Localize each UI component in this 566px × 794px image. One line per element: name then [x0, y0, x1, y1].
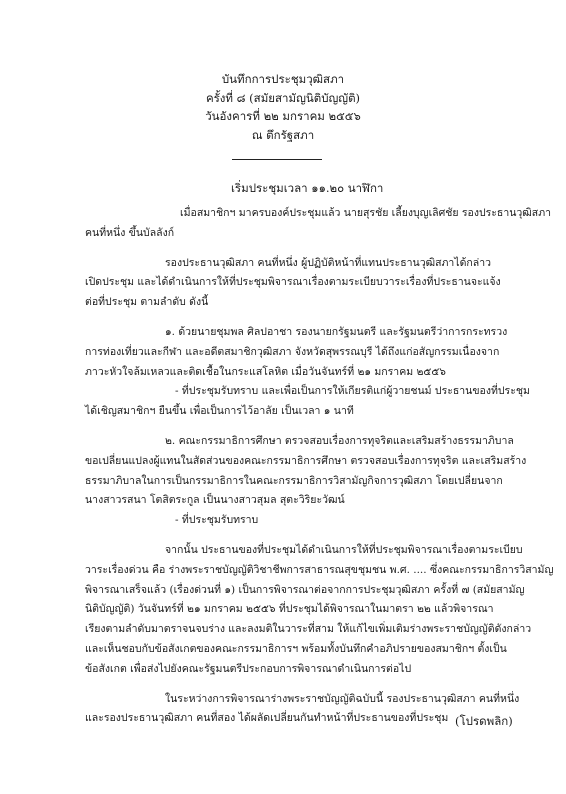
text-line: ขอเปลี่ยนแปลงผู้แทนในสัดส่วนของคณะกรรมาธิการศึกษา ตรวจสอบเรื่องการทุจริต และเสริมสร้าง — [85, 454, 527, 467]
paragraph-item-2-result — [85, 511, 485, 531]
text-line: ภาวะหัวใจล้มเหลวและติดเชื้อในกระแสโลหิต เมื่อวันจันทร์ที่ ๒๑ มกราคม ๒๕๕๖ — [85, 365, 446, 378]
text-line: นางสาวรสนา โตสิตระกูล เป็นนางสาวสุมล สุตะวิริยะวัฒน์ — [85, 494, 345, 507]
text-line: ๑. ด้วยนายชุมพล ศิลปอาชา รองนายกรัฐมนตรี และรัฐมนตรีว่าการกระทรวง — [165, 325, 508, 338]
meeting-date: วันอังคารที่ ๒๒ มกราคม ๒๕๕๖ — [205, 109, 361, 123]
text-line: การท่องเที่ยวและกีฬา และอดีตสมาชิกวุฒิสภา จังหวัดสุพรรณบุรี ได้ถึงแก่อสัญกรรมเนื่องจาก — [85, 345, 500, 358]
text-line: คนที่หนึ่ง ขึ้นบัลลังก์ — [85, 226, 175, 239]
paragraph-item-2 — [85, 432, 527, 511]
text-line: วาระเรื่องด่วน คือ ร่างพระราชบัญญัติวิชาชีพการสาธารณสุขชุมชน พ.ศ. .... ซึ่งคณะกรรมาธิการวิสามัญ — [85, 563, 554, 576]
text-line: ๒. คณะกรรมาธิการศึกษา ตรวจสอบเรื่องการทุจริตและเสริมสร้างธรรมาภิบาล — [165, 434, 514, 447]
document-header — [0, 70, 566, 144]
text-line: เมื่อสมาชิกฯ มาครบองค์ประชุมแล้ว นายสุรชัย เลี้ยงบุญเลิศชัย รองประธานวุฒิสภา — [180, 207, 552, 219]
text-line: จากนั้น ประธานของที่ประชุมได้ดำเนินการให้ที่ประชุมพิจารณาเรื่องตามระเบียบ — [165, 543, 523, 556]
text-line: พิจารณาเสร็จแล้ว (เรื่องด่วนที่ ๑) เป็นการพิจารณาต่อจากการประชุมวุฒิสภา ครั้งที่ ๗ (สมัยสามัญ — [85, 583, 525, 596]
document-title: บันทึกการประชุมวุฒิสภา — [221, 72, 345, 86]
text-line: - ที่ประชุมรับทราบ — [175, 514, 259, 527]
paragraph-agenda-intro — [85, 254, 501, 313]
text-line: รองประธานวุฒิสภา คนที่หนึ่ง ผู้ปฏิบัติหน้าที่แทนประธานวุฒิสภาได้กล่าว — [165, 256, 491, 269]
text-line: ธรรมาภิบาลในการเป็นกรรมาธิการในคณะกรรมาธิการวิสามัญกิจการวุฒิสภา โดยเปลี่ยนจาก — [85, 474, 503, 487]
text-line: นิติบัญญัติ) วันจันทร์ที่ ๒๑ มกราคม ๒๕๕๖ ที่ประชุมได้พิจารณาในมาตรา ๒๒ แล้วพิจารณา — [85, 603, 494, 616]
text-line: และเห็นชอบกับข้อสังเกตของคณะกรรมาธิการฯ พร้อมทั้งบันทึกคำอภิปรายของสมาชิกฯ ตั้งเป็น — [85, 642, 507, 655]
paragraph-item-1 — [85, 323, 508, 382]
text-line: เรียงตามลำดับมาตราจนจบร่าง และลงมติในวาระที่สาม ให้แก้ไขเพิ่มเติมร่างพระราชบัญญัติดังกล่าว — [85, 623, 532, 636]
paragraph-chair-rotation — [85, 690, 520, 730]
text-line: ในระหว่างการพิจารณาร่างพระราชบัญญัติฉบับนี้ รองประธานวุฒิสภา คนที่หนึ่ง — [165, 692, 520, 705]
paragraph-item-1-result — [85, 382, 530, 422]
turn-page-note: (โปรดพลิก) — [455, 714, 513, 728]
paragraph-urgent-bill — [85, 541, 554, 680]
text-line: ข้อสังเกต เพื่อส่งไปยังคณะรัฐมนตรีประกอบการพิจารณาดำเนินการต่อไป — [85, 662, 412, 675]
text-line: ต่อที่ประชุม ตามลำดับ ดังนี้ — [85, 296, 209, 309]
paragraph-opening — [85, 204, 552, 244]
session-number: ครั้งที่ ๘ (สมัยสามัญนิติบัญญัติ) — [205, 90, 361, 105]
text-line: - ที่ประชุมรับทราบ และเพื่อเป็นการให้เกียรติแก่ผู้วายชนม์ ประธานของที่ประชุม — [175, 385, 530, 398]
start-time: เริ่มประชุมเวลา ๑๑.๒๐ นาฬิกา — [231, 181, 384, 195]
header-divider — [232, 159, 322, 160]
text-line: และรองประธานวุฒิสภา คนที่สอง ได้ผลัดเปลี่ยนกันทำหน้าที่ประธานของที่ประชุม — [85, 712, 449, 725]
text-line: เปิดประชุม และได้ดำเนินการให้ที่ประชุมพิจารณาเรื่องตามระเบียบวาระเรื่องที่ประธานจะแจ้ง — [85, 276, 501, 289]
meeting-venue: ณ ตึกรัฐสภา — [251, 127, 315, 142]
document-body — [85, 204, 554, 739]
text-line: ได้เชิญสมาชิกฯ ยืนขึ้น เพื่อเป็นการไว้อาลัย เป็นเวลา ๑ นาที — [85, 405, 354, 418]
